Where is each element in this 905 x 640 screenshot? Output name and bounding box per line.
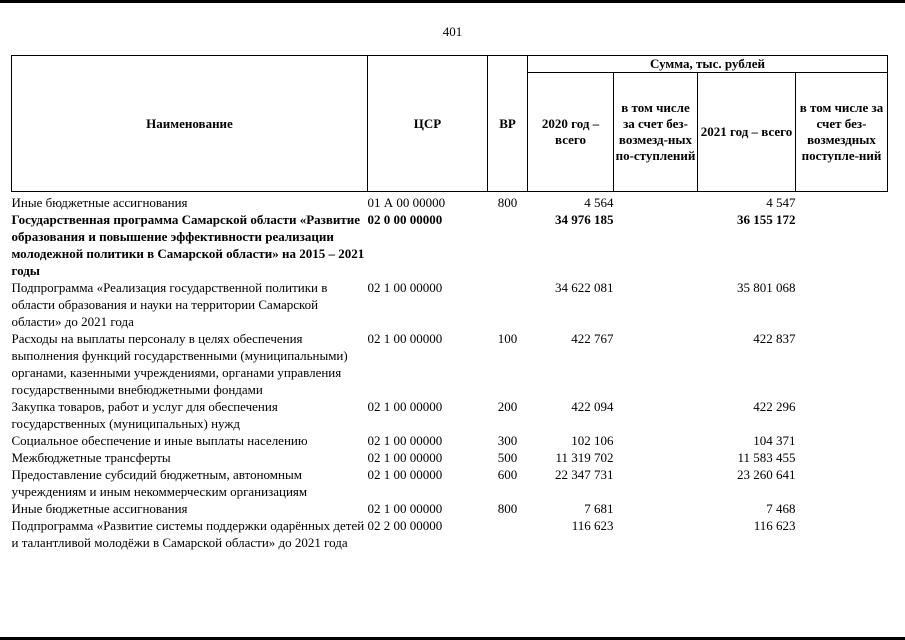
table-row: [12, 517, 888, 551]
row-csr: 02 0 00 00000: [367, 212, 443, 227]
row-2020-total: 34 622 081: [555, 280, 614, 295]
row-vr: 200: [497, 399, 518, 414]
row-vr: 100: [497, 331, 518, 346]
row-vr: 800: [497, 501, 518, 516]
row-vr: [488, 279, 528, 330]
row-csr: 02 1 00 00000: [367, 501, 443, 516]
row-vr: 600: [497, 467, 518, 482]
row-2020-total: 422 094: [571, 399, 614, 414]
page-number: 401: [442, 24, 463, 39]
row-name: Расходы на выплаты персоналу в целях обеспечения выполнения функций государственными (муниципальными) органами, казенными учреждениями, органами управления государственными внебюджетными фондами: [11, 331, 348, 397]
row-2020-total: 116 623: [571, 518, 614, 533]
row-2020-total: 11 319 702: [555, 450, 614, 465]
table-header: [12, 56, 888, 192]
column-header-sum-group: Сумма, тыс. рублей: [528, 56, 888, 73]
row-csr: 02 1 00 00000: [367, 399, 443, 414]
row-2021-gratuitous: [796, 449, 888, 466]
row-vr: 500: [497, 450, 518, 465]
row-2021-total: 422 837: [753, 331, 796, 346]
row-name: Закупка товаров, работ и услуг для обеспечения государственных (муниципальных) нужд: [11, 399, 278, 431]
column-header-2021-total: 2021 год – всего: [698, 73, 796, 192]
table-row: [12, 500, 888, 517]
row-csr: 02 1 00 00000: [367, 467, 443, 482]
row-vr: 300: [497, 433, 518, 448]
column-header-csr: ЦСР: [368, 56, 488, 192]
table-row: [12, 466, 888, 500]
row-2020-gratuitous: [614, 449, 698, 466]
row-2021-gratuitous: [796, 330, 888, 398]
row-name: Государственная программа Самарской области «Развитие образования и повышение эффективности реализации молодежной политики в Самарской области» на 2015 – 2021 годы: [11, 212, 365, 278]
row-2020-gratuitous: [614, 517, 698, 551]
row-2020-total: 4 564: [584, 195, 614, 210]
row-name: Иные бюджетные ассигнования: [11, 195, 188, 210]
column-header-2020-gratuitous: в том числе за счет без-возмезд-ных по-ступлений: [614, 73, 698, 192]
row-name: Иные бюджетные ассигнования: [11, 501, 188, 516]
row-name: Межбюджетные трансферты: [11, 450, 171, 465]
row-2021-gratuitous: [796, 500, 888, 517]
row-2021-total: 35 801 068: [737, 280, 796, 295]
row-csr: 02 1 00 00000: [367, 331, 443, 346]
row-csr: 02 1 00 00000: [367, 450, 443, 465]
row-2020-gratuitous: [614, 211, 698, 279]
row-2020-gratuitous: [614, 279, 698, 330]
row-2020-total: 22 347 731: [555, 467, 614, 482]
table-row: [12, 194, 888, 211]
budget-table: [11, 55, 888, 551]
row-2020-gratuitous: [614, 500, 698, 517]
row-2021-gratuitous: [796, 279, 888, 330]
table-row: [12, 330, 888, 398]
row-name: Социальное обеспечение и иные выплаты населению: [11, 433, 308, 448]
row-name: Предоставление субсидий бюджетным, автономным учреждениям и иным некоммерческим организациям: [11, 467, 308, 499]
row-2021-total: 116 623: [753, 518, 796, 533]
row-vr: 800: [497, 195, 518, 210]
table-row: [12, 279, 888, 330]
row-vr: [488, 517, 528, 551]
table-body: [12, 192, 888, 552]
row-2020-gratuitous: [614, 398, 698, 432]
column-header-2021-gratuitous: в том числе за счет без-возмездных поступле-ний: [796, 73, 888, 192]
column-header-2020-total: 2020 год – всего: [528, 73, 614, 192]
column-header-name: Наименование: [12, 56, 368, 192]
row-2020-gratuitous: [614, 466, 698, 500]
row-2020-total: 34 976 185: [555, 212, 614, 227]
row-2021-gratuitous: [796, 211, 888, 279]
row-csr: 02 1 00 00000: [367, 433, 443, 448]
row-2021-gratuitous: [796, 517, 888, 551]
table-row: [12, 432, 888, 449]
row-2020-total: 422 767: [571, 331, 614, 346]
row-2021-total: 36 155 172: [737, 212, 796, 227]
row-2020-gratuitous: [614, 432, 698, 449]
table-row: [12, 211, 888, 279]
row-csr: 02 2 00 00000: [367, 518, 443, 533]
top-edge-line: [0, 0, 905, 3]
row-2021-total: 422 296: [753, 399, 796, 414]
row-2021-gratuitous: [796, 466, 888, 500]
row-csr: 02 1 00 00000: [367, 280, 443, 295]
row-2021-total: 7 468: [766, 501, 796, 516]
row-vr: [488, 211, 528, 279]
row-2021-total: 11 583 455: [737, 450, 796, 465]
row-2021-total: 4 547: [766, 195, 796, 210]
table-row: [12, 449, 888, 466]
row-2020-total: 102 106: [571, 433, 614, 448]
row-2021-gratuitous: [796, 398, 888, 432]
row-name: Подпрограмма «Развитие системы поддержки одарённых детей и талантливой молодёжи в Самарской области» до 2021 года: [11, 518, 365, 550]
row-2020-gratuitous: [614, 194, 698, 211]
row-2020-total: 7 681: [584, 501, 614, 516]
row-2021-gratuitous: [796, 432, 888, 449]
column-header-vr: ВР: [488, 56, 528, 192]
row-2021-total: 23 260 641: [737, 467, 796, 482]
row-2021-total: 104 371: [753, 433, 796, 448]
row-2020-gratuitous: [614, 330, 698, 398]
row-csr: 01 А 00 00000: [367, 195, 446, 210]
table-row: [12, 398, 888, 432]
row-name: Подпрограмма «Реализация государственной политики в области образования и науки на территории Самарской области» до 2021 года: [11, 280, 328, 329]
row-2021-gratuitous: [796, 194, 888, 211]
